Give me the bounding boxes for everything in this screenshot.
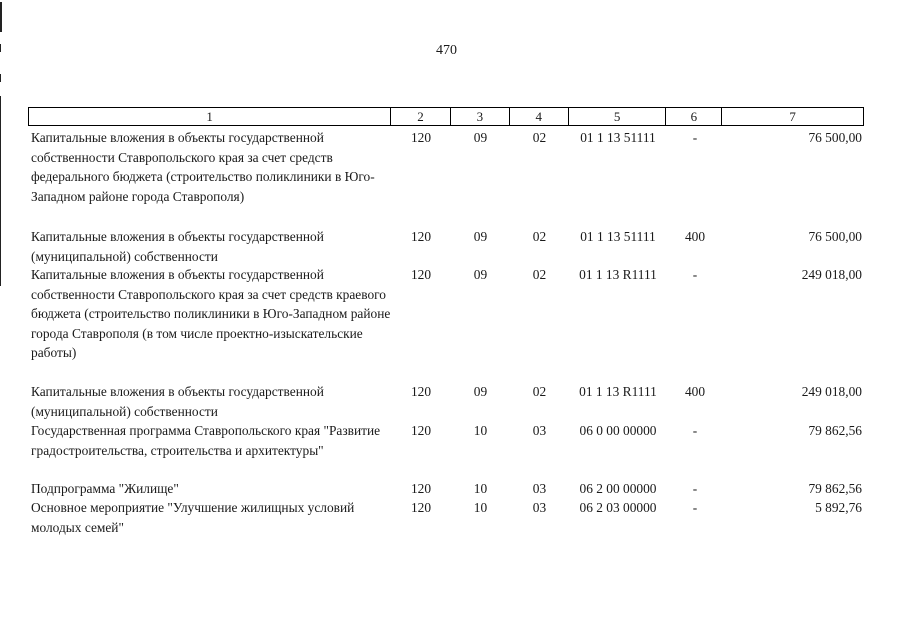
row-code-2: 120 [410,384,432,399]
header-col-6: 6 [666,108,722,125]
header-col-4: 4 [510,108,569,125]
row-code-6: - [692,423,698,438]
row-name: Капитальные вложения в объекты государственной (муниципальной) собственности [31,384,324,419]
row-amount: 76 500,00 [808,229,862,244]
table-header [28,107,864,126]
row-code-2: 120 [410,130,432,145]
scan-mark [0,96,1,286]
row-code-6: - [692,500,698,515]
row-code-3: 09 [473,130,488,145]
row-code-5: 01 1 13 R1111 [579,267,657,282]
header-col-1: 1 [29,108,391,125]
row-code-3: 09 [473,384,488,399]
row-code-4: 02 [532,130,547,145]
row-code-4: 03 [532,423,547,438]
row-code-4: 02 [532,229,547,244]
table-row [28,128,864,206]
row-name: Капитальные вложения в объекты государственной собственности Ставропольского края за счет средств федерального бюджета (строительство поликлиники в Юго-Западном районе города Ставрополя) [31,130,375,204]
row-code-5: 01 1 13 R1111 [579,384,657,399]
header-col-3: 3 [451,108,510,125]
row-name: Основное мероприятие "Улучшение жилищных условий молодых семей" [31,500,355,535]
row-code-6: 400 [684,384,706,399]
row-code-3: 09 [473,229,488,244]
row-code-5: 06 2 00 00000 [579,481,657,496]
row-name: Капитальные вложения в объекты государственной собственности Ставропольского края за счет средств краевого бюджета (строительство поликлиники в Юго-Западном районе города Ставрополя (в том числе проектно-изыскательские работы) [31,267,391,360]
row-amount: 79 862,56 [808,481,862,496]
table-row [28,421,864,460]
row-code-4: 02 [532,384,547,399]
row-code-6: - [692,481,698,496]
header-col-5: 5 [569,108,667,125]
row-code-2: 120 [410,423,432,438]
row-amount: 5 892,76 [815,500,862,515]
header-col-2: 2 [391,108,451,125]
scan-mark [0,74,1,82]
row-code-5: 06 0 00 00000 [579,423,657,438]
row-code-3: 10 [473,481,488,496]
table-row [28,479,864,499]
row-amount: 249 018,00 [801,384,862,399]
row-code-2: 120 [410,229,432,244]
table-row [28,265,864,363]
row-code-4: 03 [532,500,547,515]
row-name: Подпрограмма "Жилище" [31,481,179,496]
row-code-3: 10 [473,423,488,438]
row-code-2: 120 [410,500,432,515]
row-amount: 76 500,00 [808,130,862,145]
row-code-6: 400 [684,229,706,244]
row-code-5: 06 2 03 00000 [579,500,657,515]
row-code-3: 09 [473,267,488,282]
row-code-5: 01 1 13 51111 [580,229,656,244]
page-number: 470 [436,43,457,58]
row-code-4: 02 [532,267,547,282]
row-amount: 79 862,56 [808,423,862,438]
table-row [28,498,864,537]
row-name: Капитальные вложения в объекты государственной (муниципальной) собственности [31,229,324,264]
row-name: Государственная программа Ставропольского края "Развитие градостроительства, строительства и архитектуры" [31,423,381,458]
header-col-7: 7 [789,109,796,124]
row-code-4: 03 [532,481,547,496]
table-row [28,382,864,421]
row-code-6: - [692,130,698,145]
row-code-2: 120 [410,267,432,282]
table-row [28,227,864,266]
row-code-2: 120 [410,481,432,496]
row-code-5: 01 1 13 51111 [580,130,656,145]
row-amount: 249 018,00 [801,267,862,282]
scan-mark [0,2,2,32]
row-code-3: 10 [473,500,488,515]
row-code-6: - [692,267,698,282]
